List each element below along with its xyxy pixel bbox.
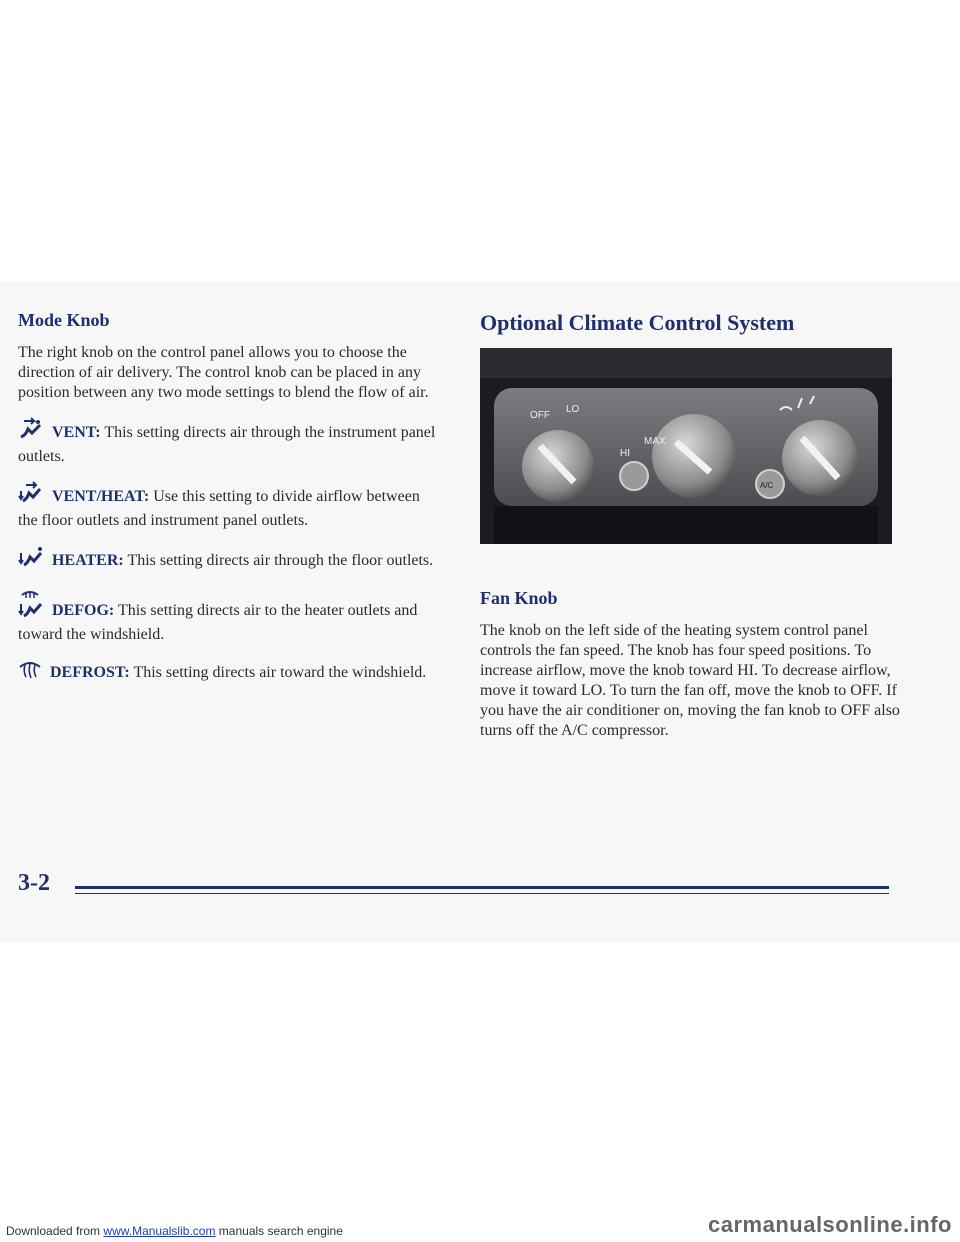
vent-heat-icon (18, 481, 44, 511)
mode-heater-text: This setting directs air through the floor outlets. (127, 552, 434, 569)
banner-suffix: manuals search engine (218, 1224, 343, 1238)
mode-defog-term: DEFOG: (52, 602, 115, 619)
mode-defrost-term: DEFROST: (50, 664, 130, 681)
mode-knob-heading: Mode Knob (18, 310, 110, 330)
fan-knob-text: The knob on the left side of the heating system control panel controls the fan speed. The knob has four speed positions. To increase airflow, move the knob toward HI. To decrease airflow, move it toward LO. To turn the fan off, move the knob to OFF. If you have the air conditioner on, moving the fan knob to OFF also turns off the A/C compressor. (480, 622, 900, 739)
footer-rule-thin (75, 893, 889, 894)
mode-vent-text: This setting directs air through the instrument panel outlets. (18, 424, 436, 465)
photo-label-lo: LO (566, 404, 580, 415)
photo-label-max: MAX (644, 436, 666, 447)
mode-defog-text: This setting directs air to the heater outlets and toward the windshield. (18, 602, 418, 643)
heater-icon (18, 545, 44, 575)
mode-vent-heat-text: Use this setting to divide airflow between the floor outlets and instrument panel outlets. (18, 488, 420, 529)
photo-label-hi: HI (620, 448, 630, 459)
mode-vent-term: VENT: (52, 424, 101, 441)
fan-knob-section (480, 588, 900, 741)
fan-knob-heading: Fan Knob (480, 588, 558, 608)
footer-rule (75, 886, 889, 889)
banner-prefix: Downloaded from (6, 1224, 101, 1238)
watermark: carmanualsonline.info (708, 1212, 952, 1237)
mode-heater (18, 545, 438, 575)
mode-defrost-text: This setting directs air toward the windshield. (133, 664, 427, 681)
mode-vent (18, 417, 438, 467)
mode-defog (18, 589, 438, 645)
mode-knob-intro: The right knob on the control panel allows you to choose the direction of air delivery. The control knob can be placed in any position between any two mode settings to blend the flow of air. (18, 344, 429, 401)
left-column (18, 310, 438, 687)
mode-vent-heat (18, 481, 438, 531)
right-column (480, 310, 900, 741)
mode-vent-heat-term: VENT/HEAT: (52, 488, 150, 505)
page-number: 3-2 (18, 870, 50, 896)
defrost-icon (18, 659, 42, 687)
photo-label-ac: A/C (760, 481, 774, 490)
download-banner (6, 1224, 343, 1238)
vent-icon (18, 417, 44, 447)
mode-heater-term: HEATER: (52, 552, 124, 569)
climate-panel-photo (480, 348, 892, 544)
manualslib-link[interactable]: www.Manualslib.com (103, 1224, 216, 1238)
photo-label-off: OFF (530, 410, 550, 421)
climate-control-heading: Optional Climate Control System (480, 310, 795, 335)
mode-defrost (18, 659, 438, 687)
defog-icon (18, 589, 44, 625)
